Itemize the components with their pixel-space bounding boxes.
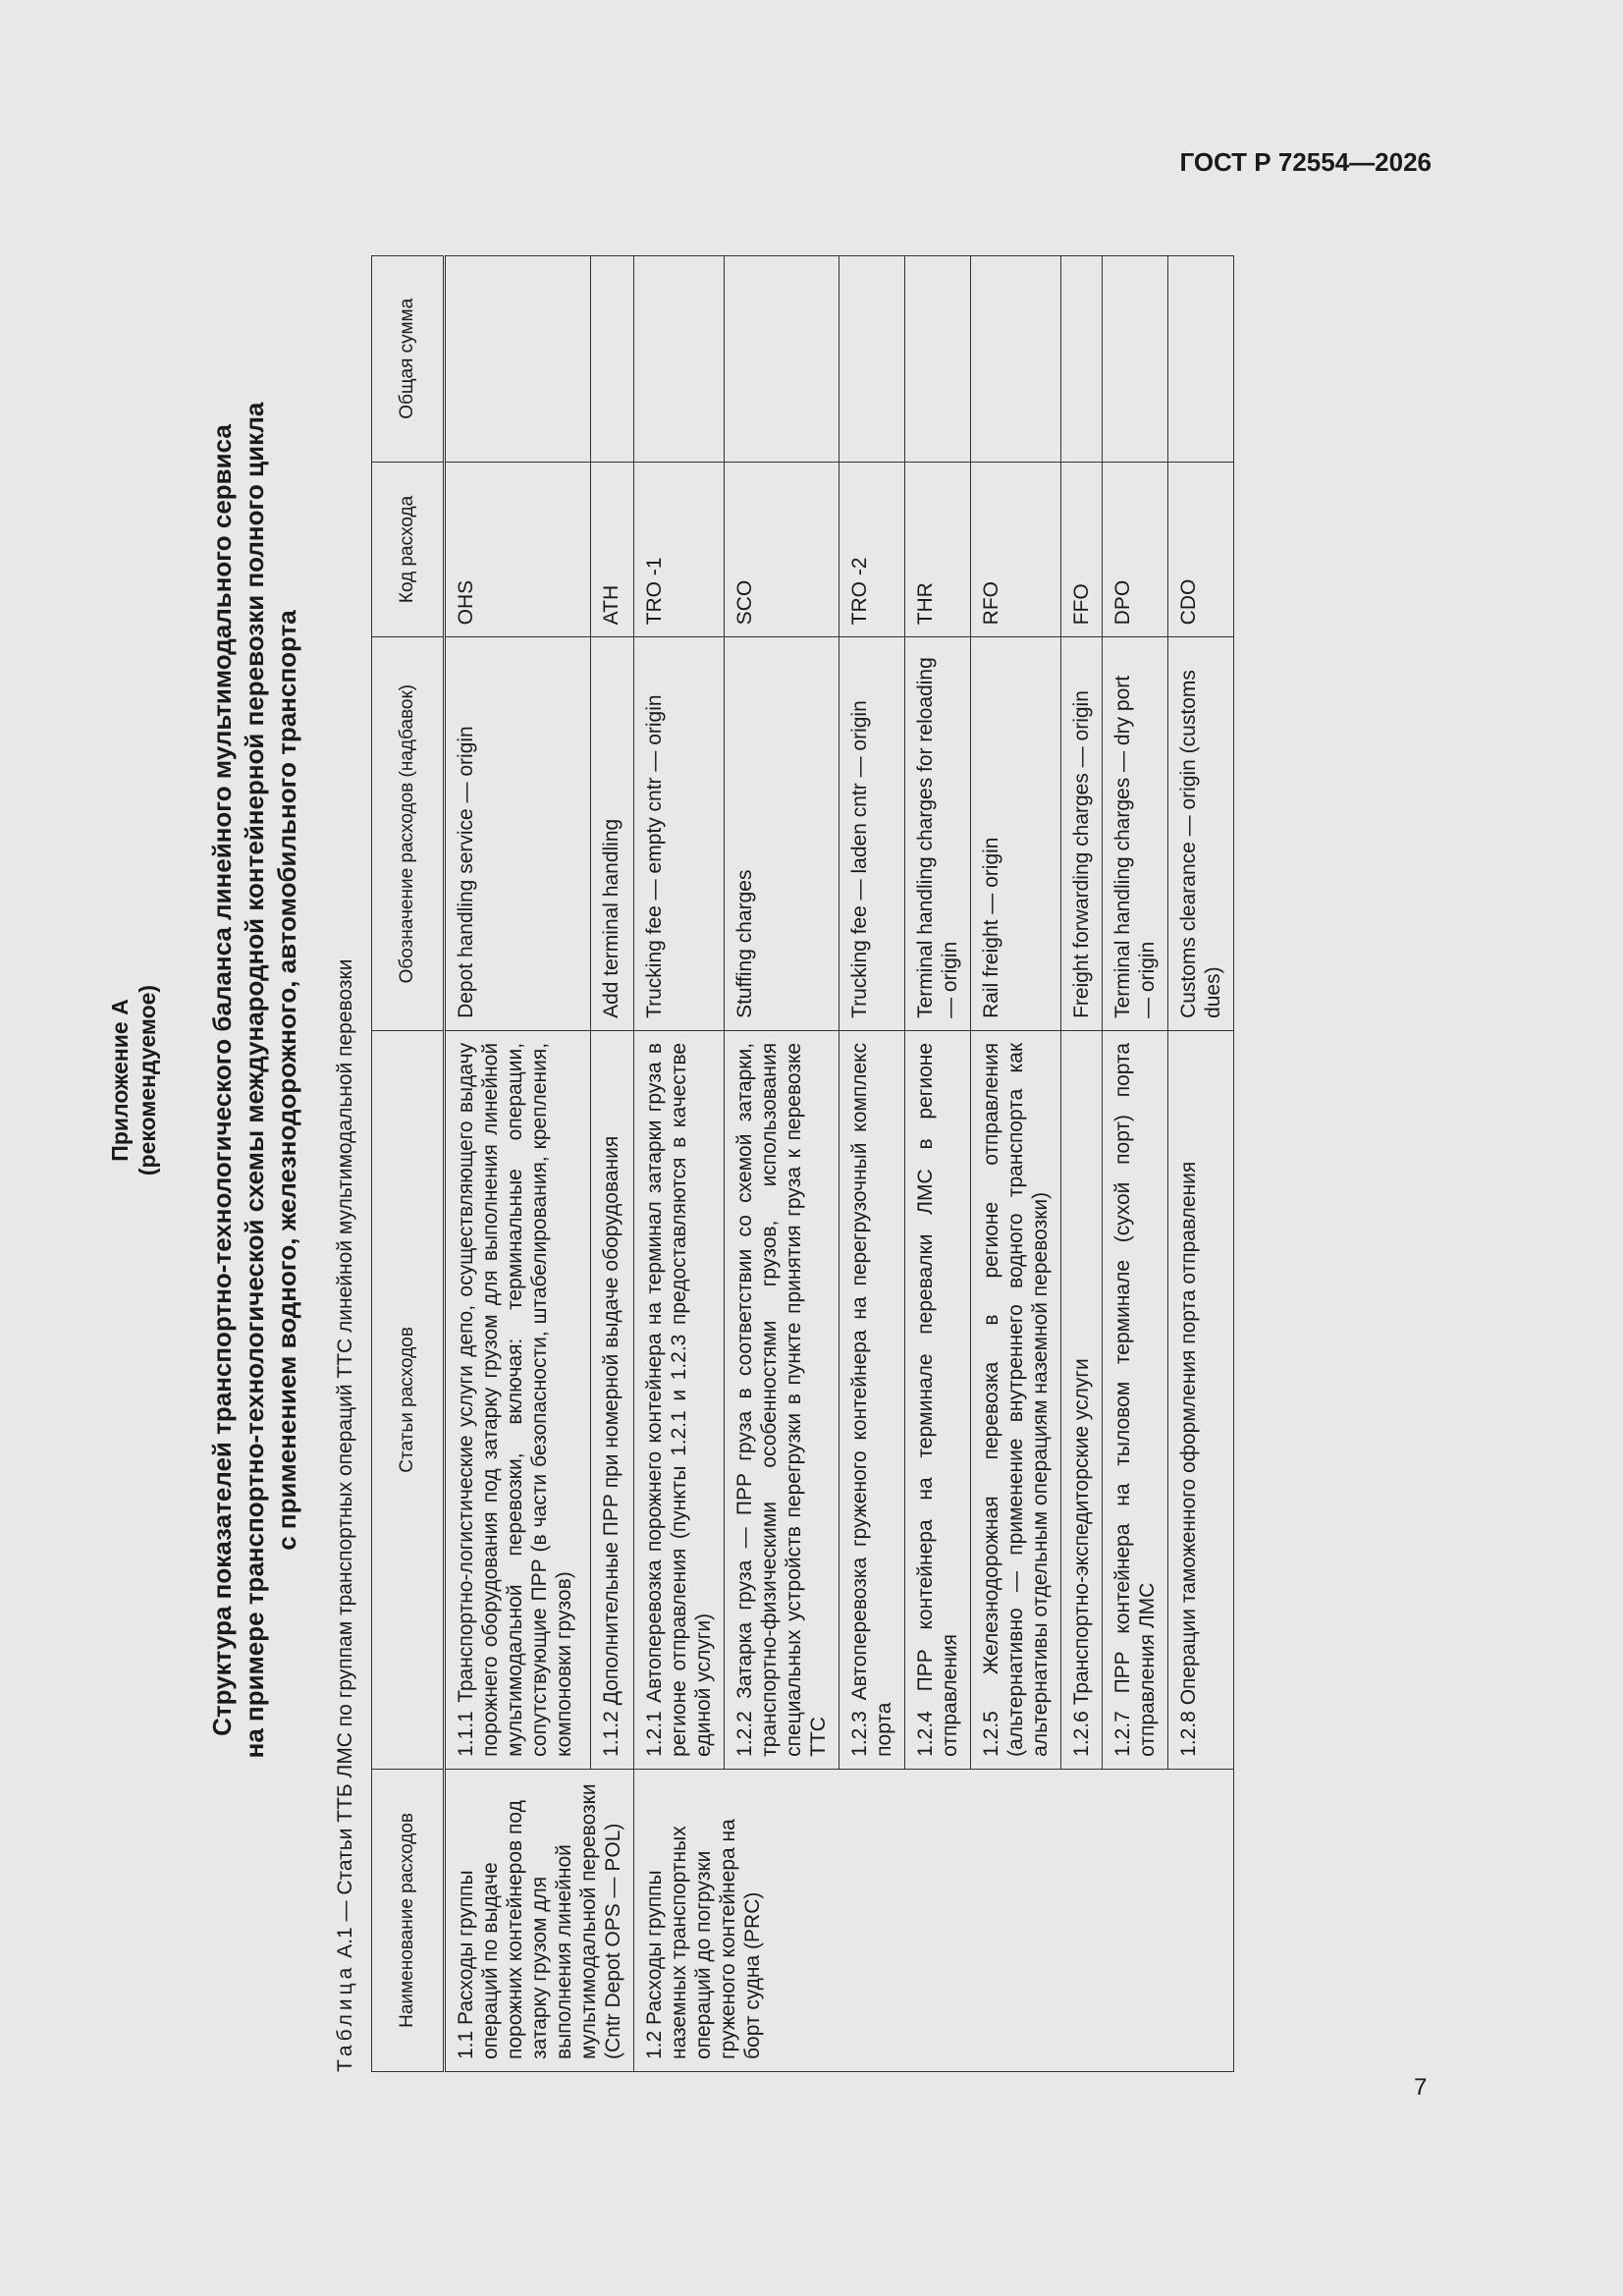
total-cell xyxy=(905,256,971,463)
article-cell: 1.1.1 Транспортно-логистические услуги депо, осуществляющего выдачу порожнего оборудования под затарку грузом для выполнения линейной мультимодальной перевозки, включая: терминальные операции, сопутствующие ПРР (в части безопасности, штабелирования, крепления, компоновки грузов) xyxy=(445,1030,591,1769)
total-cell xyxy=(725,256,839,463)
code-cell: ATH xyxy=(591,462,634,637)
designation-cell: Rail freight — origin xyxy=(971,637,1061,1031)
total-cell xyxy=(1061,256,1103,463)
total-cell xyxy=(839,256,905,463)
article-cell: 1.2.8 Операции таможенного оформления порта отправления xyxy=(1168,1030,1234,1769)
document-code: ГОСТ Р 72554—2026 xyxy=(1179,147,1432,177)
rotated-page-content xyxy=(98,88,1473,2072)
cost-articles-table xyxy=(371,255,1234,2072)
designation-cell: Trucking fee — laden cntr — origin xyxy=(839,637,905,1031)
total-cell xyxy=(445,256,591,463)
table-caption-text: А.1 — Статьи ТТБ ЛМС по группам транспортных операций ТТС линейной мультимодальной перевозки xyxy=(334,958,356,1958)
main-title-line-3: с применением водного, железнодорожного, автомобильного транспорта xyxy=(272,610,301,1551)
code-cell: OHS xyxy=(445,462,591,637)
total-cell xyxy=(1168,256,1234,463)
code-cell: TRO -1 xyxy=(634,462,725,637)
appendix-heading xyxy=(106,88,161,2072)
col-header-expense-code: Код расхода xyxy=(372,462,445,637)
appendix-subtitle: (рекомендуемое) xyxy=(135,984,160,1176)
total-cell xyxy=(971,256,1061,463)
designation-cell: Freight forwarding charges — origin xyxy=(1061,637,1103,1031)
designation-cell: Terminal handling charges — dry port — origin xyxy=(1103,637,1168,1031)
appendix-title: Приложение А xyxy=(107,999,133,1162)
article-cell: 1.2.7 ПРР контейнера на тыловом терминале (сухой порт) порта отправления ЛМС xyxy=(1103,1030,1168,1769)
total-cell xyxy=(591,256,634,463)
article-cell: 1.2.2 Затарка груза — ПРР груза в соответствии со схемой затарки, транспортно-физическими особенностями грузов, использования специальных устройств перегрузки в пункте принятия груза к перевозке ТТС xyxy=(725,1030,839,1769)
article-cell: 1.2.3 Автоперевозка груженого контейнера на перегрузочный комплекс порта xyxy=(839,1030,905,1769)
code-cell: RFO xyxy=(971,462,1061,637)
code-cell: THR xyxy=(905,462,971,637)
col-header-expense-designation: Обозначение расходов (надбавок) xyxy=(372,637,445,1031)
table-header-row xyxy=(372,256,445,2072)
table-row xyxy=(634,256,725,2072)
group-name-1-2: 1.2 Расходы группы наземных транспортных операций до погрузки груженого контейнера на борт судна (PRC) xyxy=(634,1769,1234,2071)
code-cell: TRO -2 xyxy=(839,462,905,637)
main-title-line-1: Структура показателей транспортно-технологического баланса линейного мультимодального сервиса xyxy=(207,424,237,1736)
article-cell: 1.2.4 ПРР контейнера на терминале перевалки ЛМС в регионе отправления xyxy=(905,1030,971,1769)
code-cell: DPO xyxy=(1103,462,1168,637)
col-header-expense-articles: Статьи расходов xyxy=(372,1030,445,1769)
code-cell: SCO xyxy=(725,462,839,637)
page-number: 7 xyxy=(1414,2074,1428,2101)
code-cell: FFO xyxy=(1061,462,1103,637)
group-name-1-1: 1.1 Расходы группы операций по выдаче порожних контейнеров под затарку грузом для выполнения линейной мультимодальной перевозки (Cntr Depot OPS — POL) xyxy=(445,1769,634,2071)
table-row xyxy=(445,256,591,2072)
col-header-expense-name: Наименование расходов xyxy=(372,1769,445,2071)
designation-cell: Terminal handling charges for reloading — origin xyxy=(905,637,971,1031)
designation-cell: Depot handling service — origin xyxy=(445,637,591,1031)
designation-cell: Customs clearance — origin (customs dues) xyxy=(1168,637,1234,1031)
designation-cell: Add terminal handling xyxy=(591,637,634,1031)
table-caption xyxy=(334,959,357,2072)
total-cell xyxy=(634,256,725,463)
col-header-total-amount: Общая сумма xyxy=(372,256,445,463)
designation-cell: Stuffing charges xyxy=(725,637,839,1031)
article-cell: 1.2.5 Железнодорожная перевозка в регионе отправления (альтернативно — применение внутреннего водного транспорта как альтернативы отдельным операциям наземной перевозки) xyxy=(971,1030,1061,1769)
table-caption-prefix: Таблица xyxy=(334,1963,356,2072)
main-title xyxy=(206,88,303,2072)
article-cell: 1.1.2 Дополнительные ПРР при номерной выдаче оборудования xyxy=(591,1030,634,1769)
article-cell: 1.2.6 Транспортно-экспедиторские услуги xyxy=(1061,1030,1103,1769)
code-cell: CDO xyxy=(1168,462,1234,637)
main-title-line-2: на примере транспортно-технологической схемы международной контейнерной перевозки полного цикла xyxy=(240,402,269,1759)
total-cell xyxy=(1103,256,1168,463)
article-cell: 1.2.1 Автоперевозка порожнего контейнера на терминал затарки груза в регионе отправления (пункты 1.2.1 и 1.2.3 предоставляются в качестве единой услуги) xyxy=(634,1030,725,1769)
designation-cell: Trucking fee — empty cntr — origin xyxy=(634,637,725,1031)
